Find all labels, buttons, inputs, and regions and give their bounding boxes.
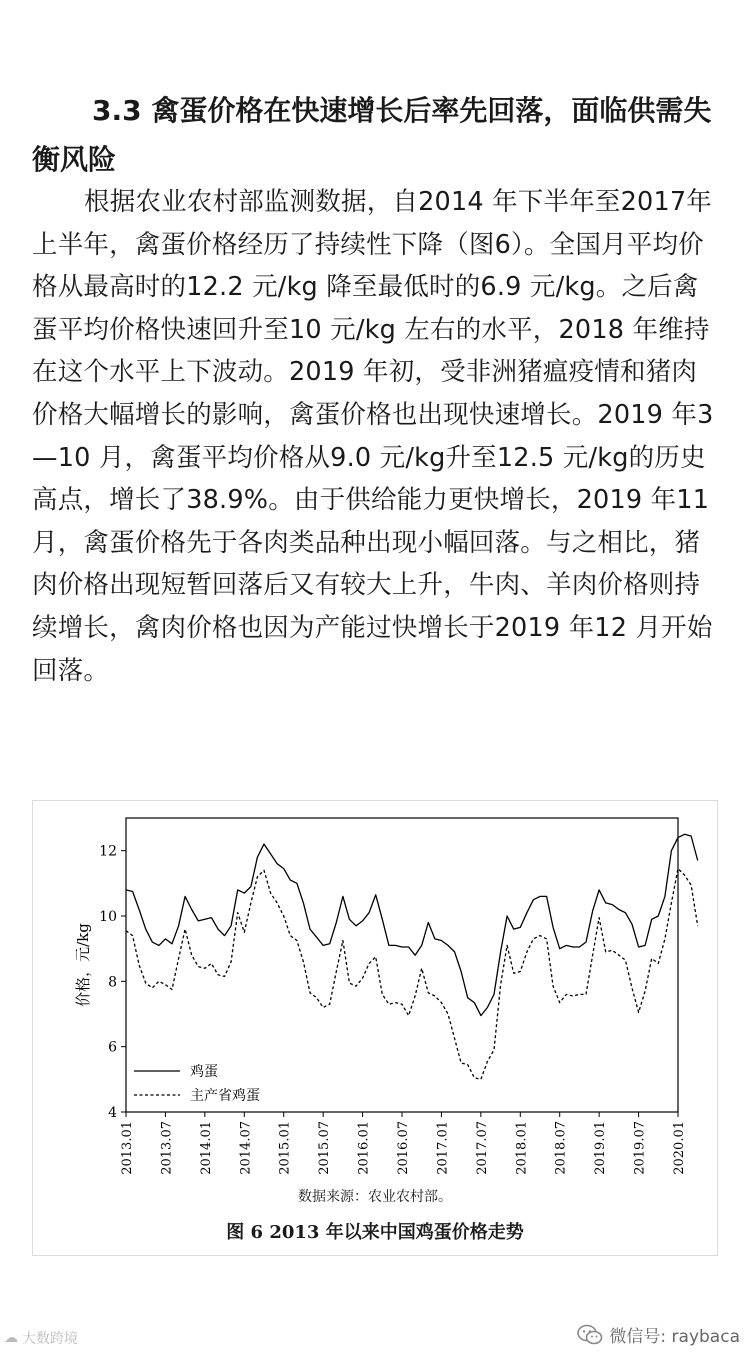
x-tick-label: 2016.01 [356,1121,372,1175]
x-tick-label: 2016.07 [396,1121,411,1175]
body-paragraph: 根据农业农村部监测数据，自2014 年下半年至2017年上半年，禽蛋价格经历了持续性下降（图6）。全国月平均价格从最高时的12.2 元/kg 降至最低时的6.9 元/kg。之后禽蛋平均价格快速回升至10 元/kg 左右的水平，2018 年维持在这个水平上下波动。2019 年初，受非洲猪瘟疫情和猪肉价格大幅增长的影响，禽蛋价格也出现快速增长。2019 年3—10 月，禽蛋平均价格从9.0 元/kg升至12.5 元/kg的历史高点，增长了38.9%。由于供给能力更快增长，2019 年11 月，禽蛋价格先于各肉类品种出现小幅回落。与之相比，猪肉价格出现短暂回落后又有较大上升，牛肉、羊肉价格则持续增长，禽肉价格也因为产能过快增长于2019 年12 月开始回落。 [32,187,714,686]
figure-source: 数据来源：农业农村部。 [298,1189,452,1205]
x-tick-label: 2019.01 [593,1121,609,1175]
x-tick-label: 2015.01 [277,1121,293,1175]
section-heading: 3.3 禽蛋价格在快速增长后率先回落，面临供需失衡风险 [32,94,712,176]
x-tick-label: 2015.07 [317,1121,333,1175]
y-tick-label: 8 [108,974,117,991]
y-tick-label: 4 [108,1105,117,1121]
legend-label-0: 鸡蛋 [190,1064,218,1080]
y-tick-label: 6 [108,1039,117,1056]
wechat-icon [577,1324,603,1346]
watermark-right [577,1322,740,1347]
watermark-left-text: 大数跨境 [22,1331,78,1347]
legend-label-1: 主产省鸡蛋 [190,1088,260,1104]
x-tick-label: 2013.07 [159,1121,175,1175]
x-tick-label: 2019.07 [632,1121,648,1175]
x-tick-label: 2014.01 [198,1121,214,1175]
y-tick-label: 10 [99,909,117,925]
x-tick-label: 2013.01 [120,1121,135,1175]
x-tick-label: 2018.01 [514,1121,530,1175]
x-tick-label: 2020.01 [672,1121,687,1175]
x-tick-label: 2017.01 [435,1121,451,1175]
watermark-right-text: 微信号: raybaca [609,1327,740,1347]
x-tick-label: 2014.07 [238,1121,254,1175]
y-tick-label: 12 [99,843,117,860]
figure-caption: 图 6 2013 年以来中国鸡蛋价格走势 [226,1222,524,1243]
y-axis-label: 价格，元/kg [74,923,92,1007]
cloud-logo-icon: ☁ [4,1330,18,1346]
x-tick-label: 2018.07 [553,1121,569,1175]
watermark-left [4,1328,78,1348]
x-tick-label: 2017.07 [474,1121,490,1175]
